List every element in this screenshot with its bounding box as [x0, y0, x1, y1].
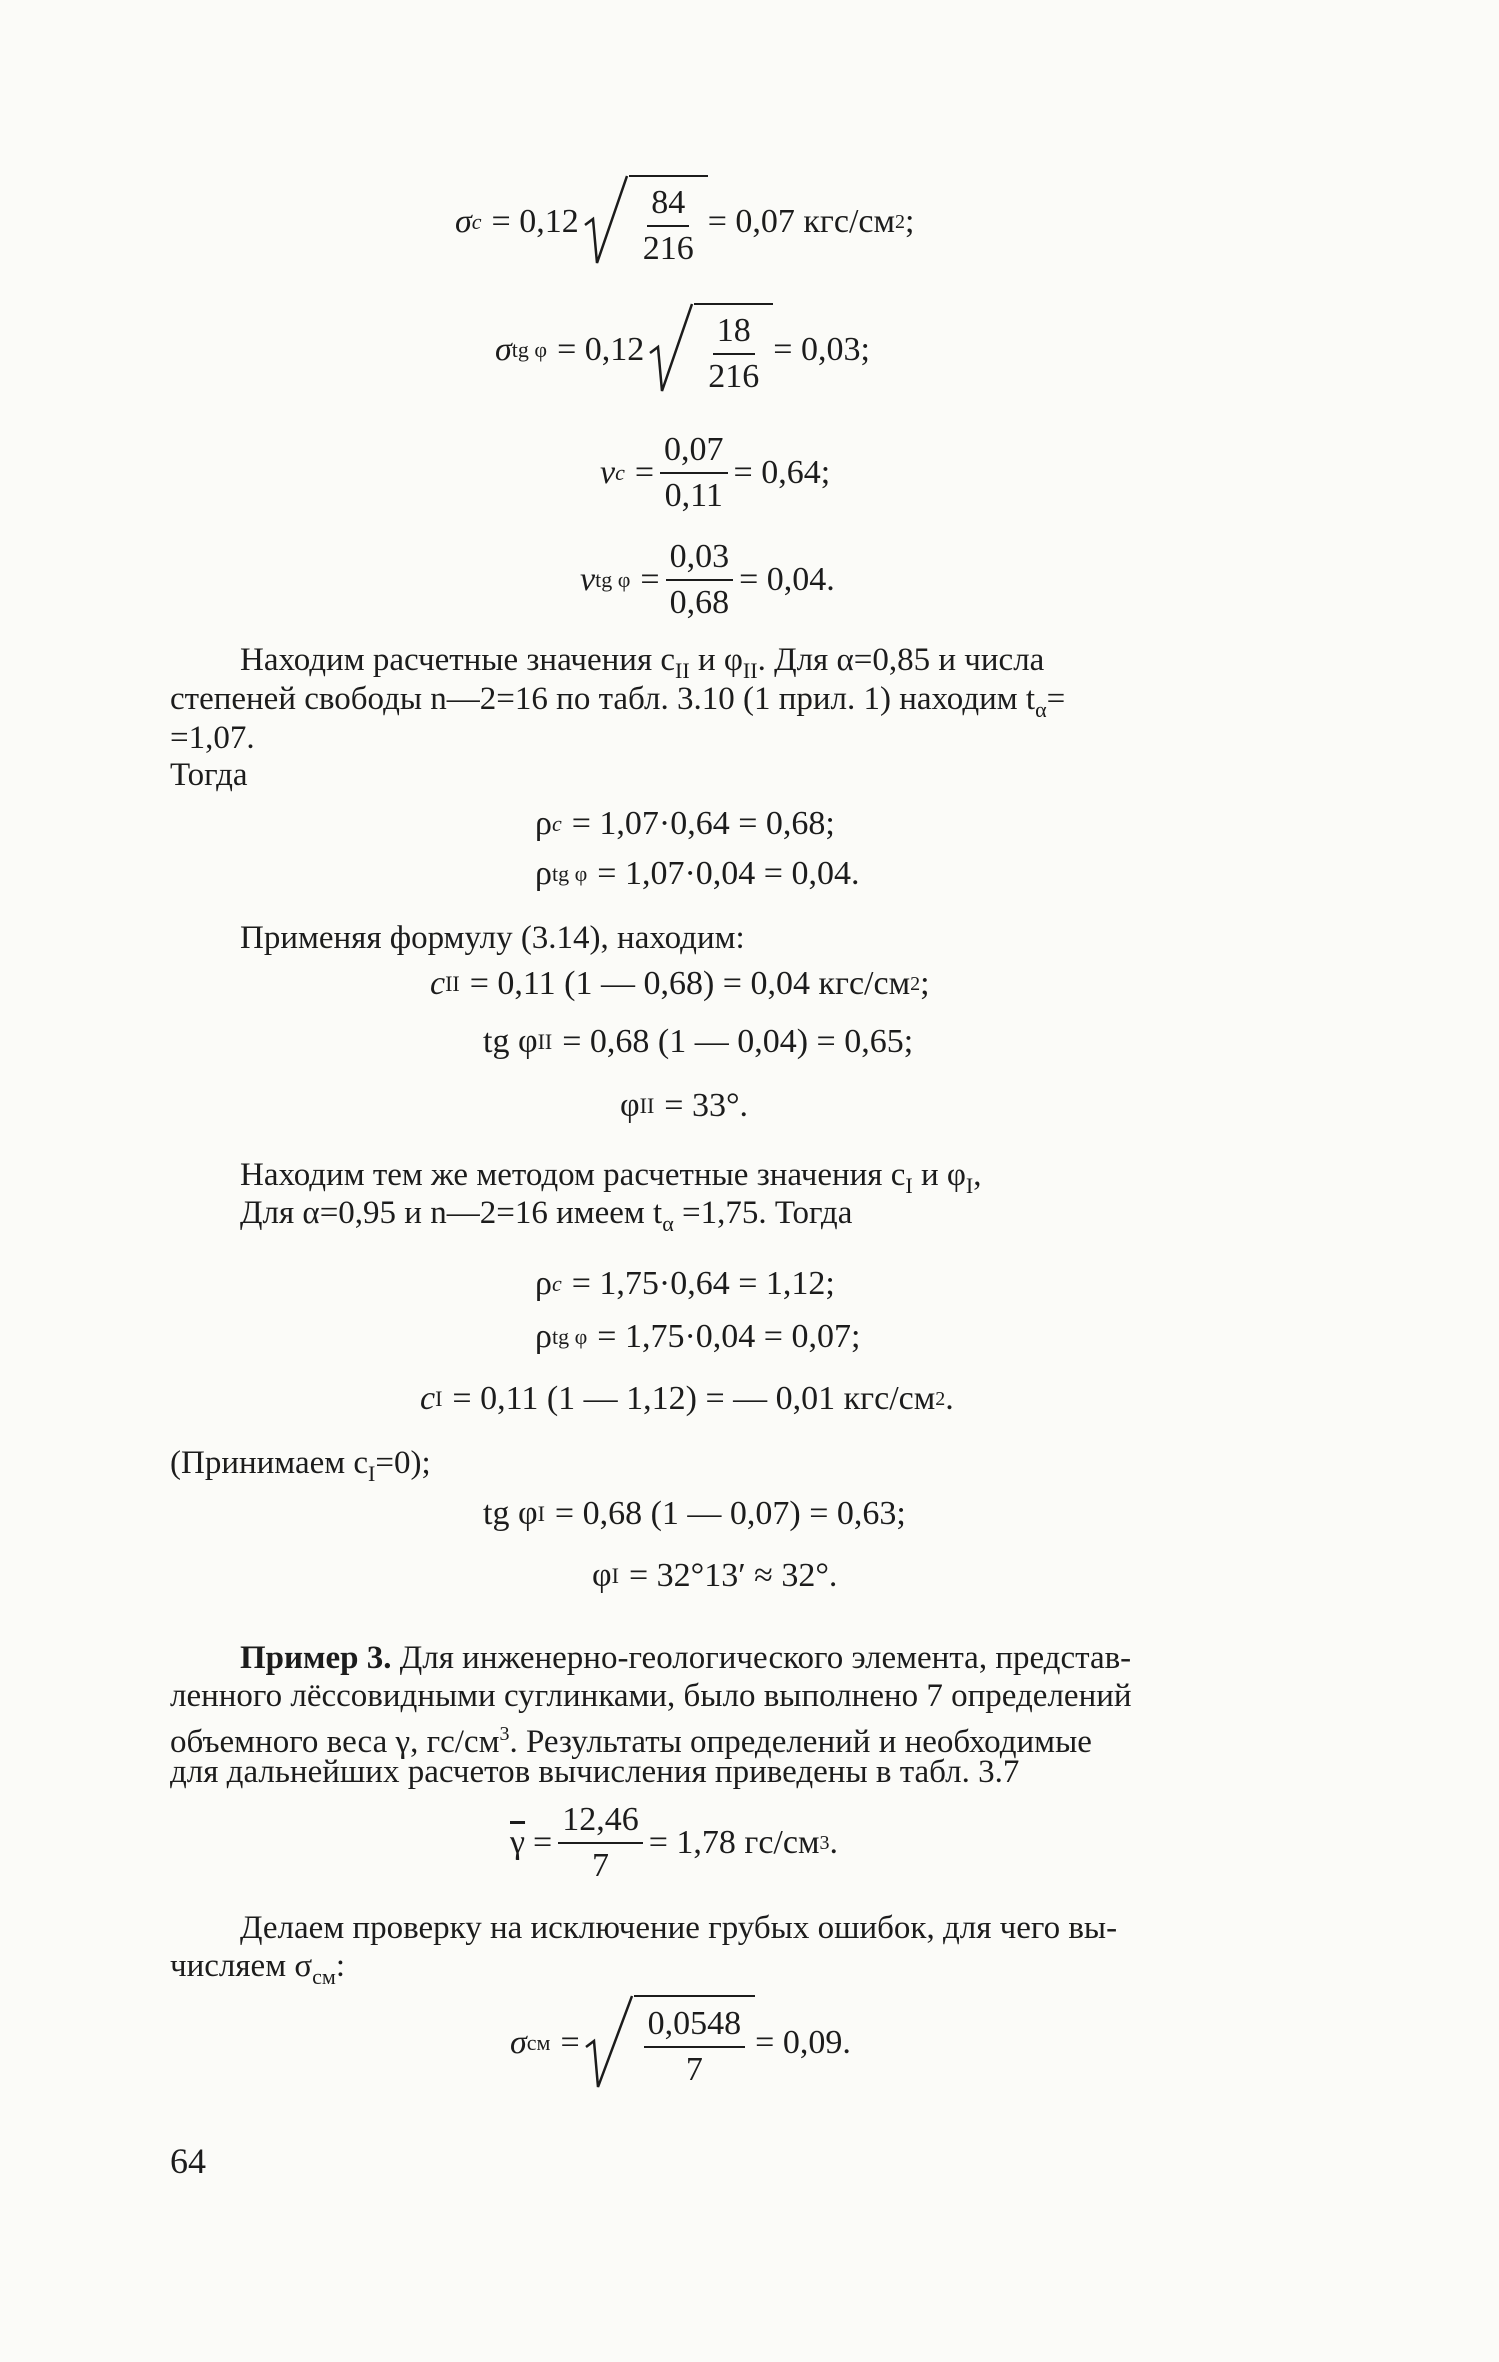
fraction-numerator: 0,0548 [644, 2004, 746, 2048]
text: Для α=0,95 и n—2=16 имеем t [240, 1195, 663, 1231]
formula-result: = 0,68 (1 — 0,04) = 0,65; [562, 1023, 914, 1060]
fraction-denominator: 216 [708, 358, 760, 395]
formula-c-ii [430, 965, 930, 1003]
text: Для инженерно-геологического элемента, представ- [391, 1640, 1132, 1676]
text: объемного веса γ, гс/см [170, 1724, 500, 1760]
text: и φ [689, 642, 743, 678]
text: (Принимаем c [170, 1445, 369, 1481]
formula-subscript: II [537, 1029, 553, 1054]
formula-superscript: 2 [935, 1387, 946, 1410]
text: . Для α=0,85 и числа [757, 642, 1045, 678]
formula-subscript: tg φ [595, 567, 631, 592]
radical [584, 1995, 756, 2091]
fraction-denominator: 7 [591, 1847, 609, 1884]
formula-subscript: tg φ [551, 861, 588, 886]
paragraph-line: для дальнейших расчетов вычисления приведены в табл. 3.7 [170, 1754, 1020, 1790]
text: , [973, 1157, 982, 1193]
formula-subscript: II [445, 971, 460, 996]
formula-subscript: c [471, 209, 482, 234]
formula-subscript: II [639, 1093, 655, 1118]
formula-subscript: tg φ [511, 337, 548, 362]
formula-result: = 0,07 кгс/см [707, 203, 896, 240]
formula-v-c [600, 430, 830, 516]
formula-v-tg [580, 537, 835, 623]
fraction-numerator: 0,03 [666, 537, 734, 581]
text: числяем σ [170, 1948, 313, 1984]
formula-symbol: $\overline{\gamma}$ [510, 1824, 526, 1861]
fraction-numerator: 0,07 [660, 430, 728, 474]
formula-phi-i [592, 1557, 837, 1595]
formula-equals: = [560, 2024, 580, 2061]
subscript: I [965, 1173, 974, 1198]
formula-symbol: ρ [535, 855, 552, 892]
paragraph-line [170, 679, 1065, 730]
formula-result: = 0,04. [739, 561, 835, 598]
formula-symbol: v [580, 561, 596, 598]
formula-gamma [510, 1800, 838, 1886]
radical-sign-icon [648, 303, 694, 395]
formula-result: = 0,68 (1 — 0,07) = 0,63; [554, 1495, 906, 1532]
formula-subscript: I [537, 1501, 545, 1526]
radical-sign-icon [583, 175, 629, 267]
formula-symbol: v [600, 454, 616, 491]
formula-result: = 1,07·0,64 = 0,68; [571, 805, 835, 842]
formula-sigma-c [455, 175, 914, 269]
formula-subscript: tg φ [551, 1324, 588, 1349]
text: степеней свободы n—2=16 по табл. 3.10 (1 прил. 1) находим t [170, 681, 1036, 717]
radical [583, 175, 708, 269]
formula-result: = 0,64; [733, 454, 831, 491]
formula-c-i [420, 1380, 954, 1418]
text: . Результаты определений и необходимые [509, 1724, 1092, 1760]
formula-sigma-cm [510, 1995, 851, 2091]
paragraph-line: Применяя формулу (3.14), находим: [240, 920, 745, 956]
paragraph-line: Тогда [170, 757, 248, 793]
page-number: 64 [170, 2141, 206, 2181]
formula-tg-phi-ii [483, 1023, 913, 1061]
radical [648, 303, 773, 397]
formula-end: . [829, 1824, 838, 1861]
formula-superscript: 2 [910, 972, 921, 995]
fraction-denominator: 216 [642, 230, 694, 267]
formula-result: = 0,11 (1 — 1,12) = — 0,01 кгс/см [452, 1380, 936, 1417]
formula-symbol: σ [455, 203, 472, 240]
fraction-denominator: 0,11 [664, 477, 723, 514]
text: =0); [375, 1445, 431, 1481]
formula-sigma-tg [495, 303, 870, 397]
formula-subscript: см [526, 2030, 551, 2055]
subscript: α [1035, 697, 1047, 722]
formula-result: = 32°13′ ≈ 32°. [628, 1557, 838, 1594]
fraction-numerator: 18 [713, 311, 755, 355]
paragraph-line [240, 1193, 852, 1244]
formula-equals: = [640, 561, 660, 598]
example-label: Пример 3. [240, 1640, 392, 1676]
formula-result: = 1,07·0,04 = 0,04. [597, 855, 860, 892]
formula-symbol: tg φ [483, 1495, 538, 1532]
formula-end: . [945, 1380, 954, 1417]
formula-coefficient: = 0,12 [557, 331, 645, 368]
formula-rho-c [535, 805, 835, 843]
subscript: I [905, 1173, 913, 1198]
formula-end: ; [905, 203, 915, 240]
formula-symbol: ρ [535, 805, 552, 842]
text: : [335, 1948, 345, 1984]
formula-superscript: 2 [895, 210, 906, 233]
radical-sign-icon [584, 1995, 634, 2091]
formula-symbol: c [430, 965, 446, 1002]
formula-symbol: tg φ [483, 1023, 538, 1060]
formula-symbol: c [420, 1380, 436, 1417]
formula-rho-tg [535, 855, 859, 893]
subscript: α [662, 1211, 674, 1236]
formula-tg-phi-i [483, 1495, 906, 1533]
formula-result: = 1,75·0,64 = 1,12; [571, 1265, 835, 1302]
fraction-denominator: 0,68 [669, 584, 730, 621]
fraction-numerator: 12,46 [558, 1800, 643, 1844]
formula-result: = 0,11 (1 — 0,68) = 0,04 кгс/см [469, 965, 911, 1002]
paragraph-line: Делаем проверку на исключение грубых ошибок, для чего вы- [240, 1910, 1118, 1946]
formula-rho-c-2 [535, 1265, 835, 1303]
paragraph-line: ленного лёссовидными суглинками, было выполнено 7 определений [170, 1678, 1132, 1714]
formula-result: = 1,75·0,04 = 0,07; [597, 1318, 861, 1355]
formula-symbol: σ [495, 331, 512, 368]
fraction-numerator: 84 [647, 183, 689, 227]
formula-result: = 0,03; [773, 331, 870, 368]
text: = [1046, 681, 1066, 717]
formula-rho-tg-2 [535, 1318, 860, 1356]
paragraph-line: =1,07. [170, 720, 255, 756]
formula-coefficient: = 0,12 [491, 203, 579, 240]
formula-result: = 1,78 гс/см [648, 1824, 820, 1861]
paragraph-line [240, 1638, 1131, 1678]
formula-subscript: I [611, 1563, 619, 1588]
formula-equals: = [634, 454, 655, 491]
text: =1,75. Тогда [673, 1195, 853, 1231]
formula-symbol: ρ [535, 1265, 552, 1302]
formula-symbol: φ [592, 1557, 612, 1594]
text: Находим расчетные значения c [240, 642, 676, 678]
formula-symbol: σ [510, 2024, 527, 2061]
paragraph-line [170, 1443, 431, 1494]
fraction-denominator: 7 [685, 2051, 703, 2088]
subscript: II [742, 658, 758, 683]
subscript: II [675, 658, 690, 683]
formula-result: = 0,09. [755, 2024, 851, 2061]
formula-end: ; [920, 965, 930, 1002]
subscript: см [312, 1964, 336, 1989]
text: и φ [912, 1157, 966, 1193]
formula-symbol: ρ [535, 1318, 552, 1355]
formula-equals: = [533, 1824, 553, 1861]
formula-subscript: c [615, 460, 625, 485]
formula-subscript: c [551, 1271, 562, 1296]
formula-superscript: 3 [819, 1831, 830, 1854]
formula-phi-ii [620, 1087, 748, 1125]
formula-subscript: c [551, 811, 562, 836]
subscript: I [368, 1461, 376, 1486]
formula-subscript: I [435, 1386, 443, 1411]
superscript: 3 [499, 1723, 510, 1745]
formula-result: = 33°. [664, 1087, 749, 1124]
paragraph-line [170, 1946, 345, 1997]
formula-symbol: φ [620, 1087, 640, 1124]
text: Находим тем же методом расчетные значения c [240, 1157, 906, 1193]
